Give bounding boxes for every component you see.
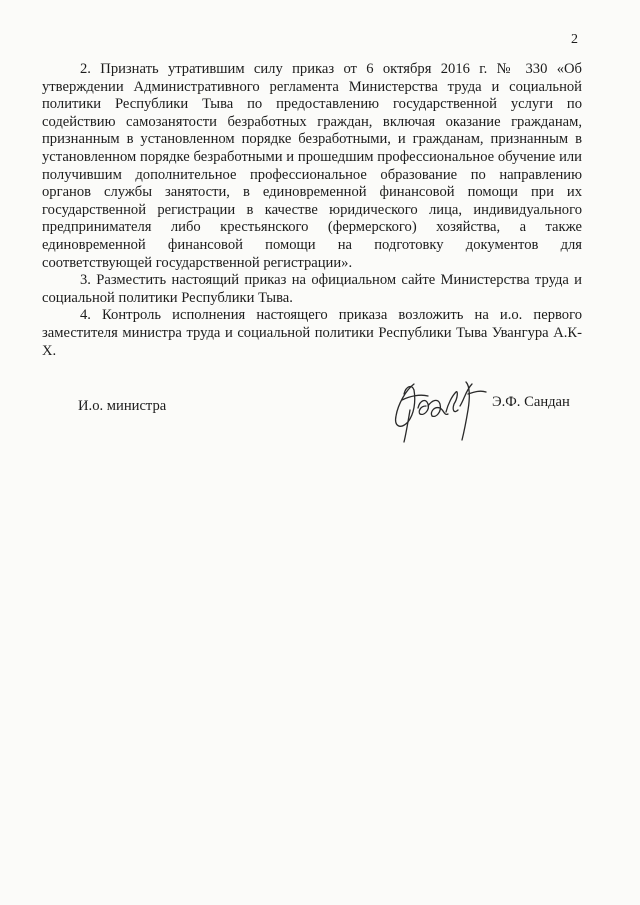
handwritten-signature-icon: [384, 370, 494, 446]
paragraph-4: 4. Контроль исполнения настоящего приказа возложить на и.о. первого заместителя министра труда и социальной политики Республики Тыва Увангура А.К-Х.: [42, 307, 582, 359]
signatory-name: Э.Ф. Сандан: [492, 394, 570, 410]
page-number: 2: [571, 32, 578, 47]
paragraph-3: 3. Разместить настоящий приказ на официальном сайте Министерства труда и социальной политики Республики Тыва.: [42, 272, 582, 306]
signature-block: [0, 376, 640, 456]
document-body: [42, 61, 582, 360]
signatory-title: И.о. министра: [78, 398, 167, 414]
paragraph-2: 2. Признать утратившим силу приказ от 6 октября 2016 г. № 330 «Об утверждении Административного регламента Министерства труда и социальной политики Республики Тыва по предоставлению государственной услуги по содействию самозанятости безработных граждан, включая оказание гражданам, признанным в установленном порядке безработными, и гражданам, признанным в установленном порядке безработными и прошедшим профессиональное обучение или получившим дополнительное профессиональное образование по направлению органов службы занятости, в единовременной финансовой помощи при их государственной регистрации в качестве юридического лица, индивидуального предпринимателя либо крестьянского (фермерского) хозяйства, а также единовременной финансовой помощи на подготовку документов для соответствующей государственной регистрации».: [42, 61, 582, 271]
